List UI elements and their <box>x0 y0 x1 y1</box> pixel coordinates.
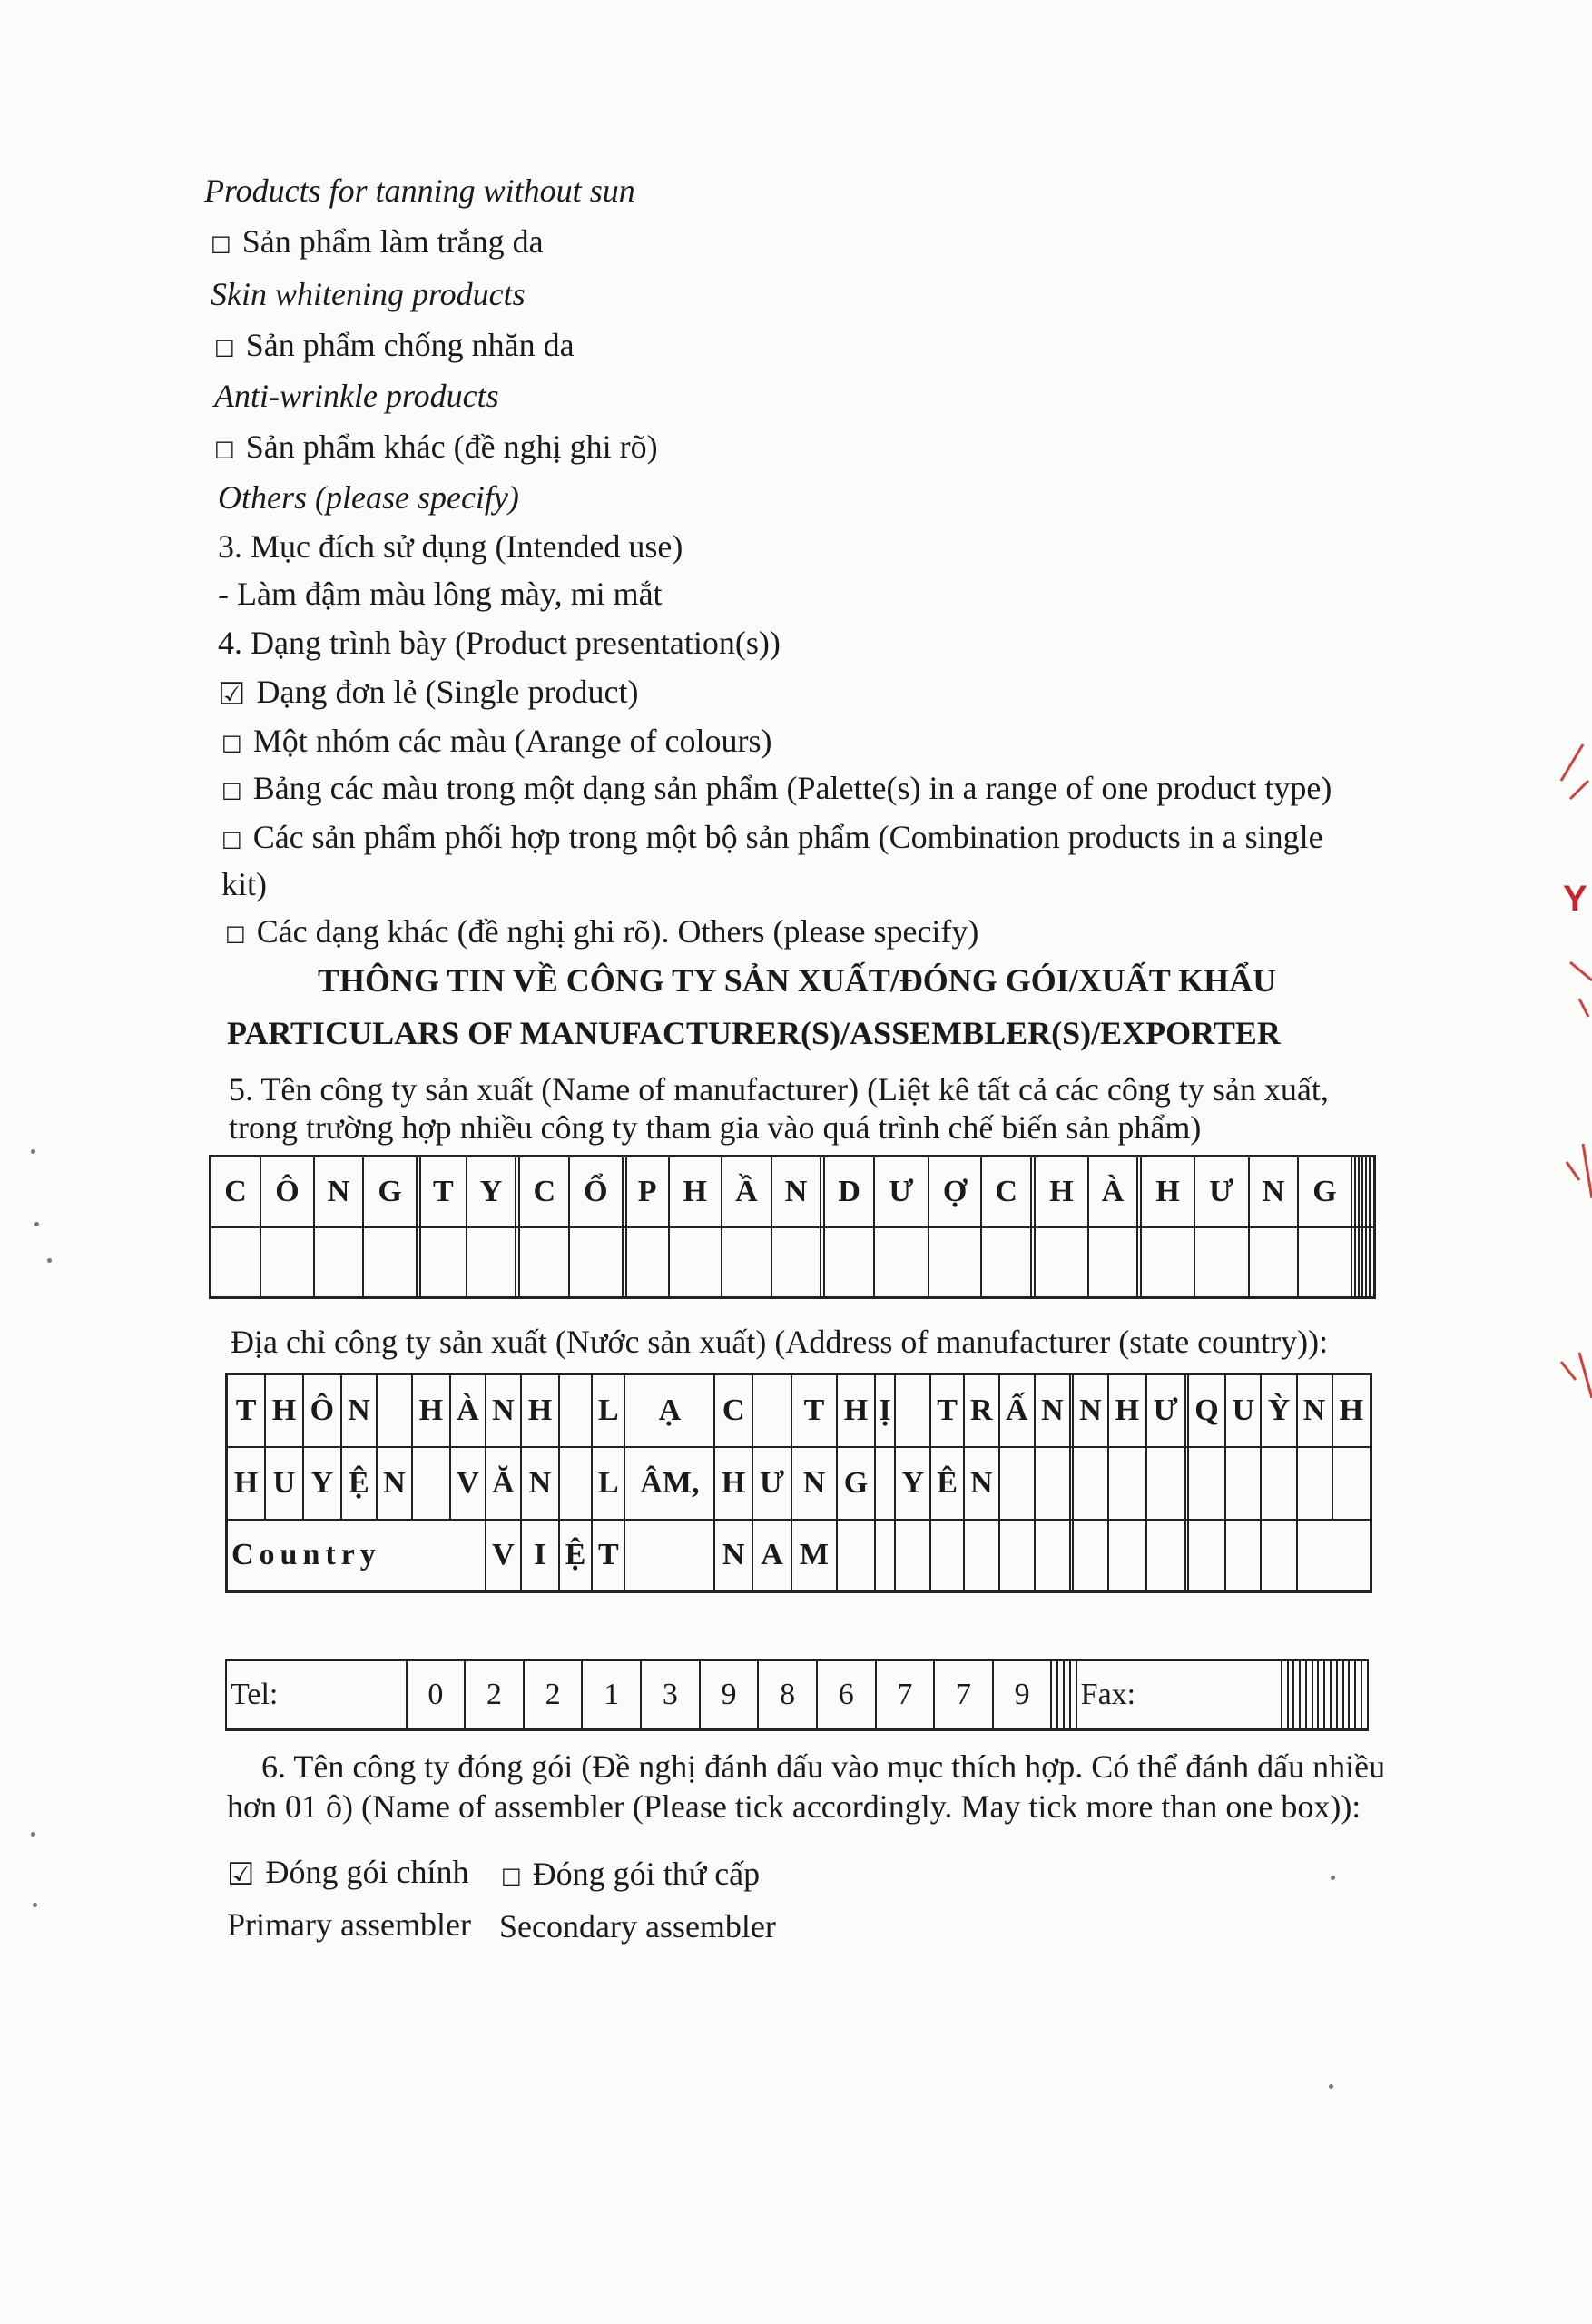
manufacturer-name-cell[interactable]: H <box>1141 1157 1194 1227</box>
scan-speck <box>34 1222 39 1226</box>
address-cell[interactable]: Ô <box>303 1374 341 1447</box>
manufacturer-name-cell[interactable] <box>1249 1227 1299 1298</box>
manufacturer-name-cell[interactable]: Ư <box>1194 1157 1249 1227</box>
heading-manufacturer-vi: THÔNG TIN VỀ CÔNG TY SẢN XUẤT/ĐÓNG GÓI/XUẤT KHẨU <box>318 962 1277 999</box>
manufacturer-name-cell[interactable] <box>519 1227 569 1298</box>
address-cell[interactable] <box>999 1447 1035 1520</box>
checkbox-empty-icon[interactable]: □ <box>214 334 235 359</box>
manufacturer-name-cell[interactable] <box>626 1227 669 1298</box>
country-cell[interactable]: A <box>752 1520 791 1592</box>
checkbox-empty-icon[interactable]: □ <box>214 436 235 461</box>
address-cell[interactable]: N <box>1297 1374 1332 1447</box>
address-cell[interactable]: Ấ <box>999 1374 1035 1447</box>
address-row-2 <box>227 1447 1371 1520</box>
country-cell[interactable] <box>624 1520 714 1592</box>
address-cell[interactable] <box>559 1447 592 1520</box>
checkbox-empty-icon[interactable]: □ <box>501 1863 522 1888</box>
manufacturer-name-cell[interactable]: H <box>669 1157 722 1227</box>
checkbox-empty-icon[interactable]: □ <box>225 921 246 946</box>
address-cell[interactable]: N <box>1035 1374 1070 1447</box>
manufacturer-name-cell[interactable]: N <box>1249 1157 1299 1227</box>
address-cell[interactable] <box>412 1447 450 1520</box>
address-cell[interactable]: H <box>1332 1374 1371 1447</box>
country-cell[interactable] <box>1108 1520 1146 1592</box>
option-combination-products[interactable]: □ Các sản phẩm phối hợp trong một bộ sản phẩm (Combination products in a single <box>221 817 1323 859</box>
address-cell[interactable] <box>377 1374 412 1447</box>
scan-speck <box>33 1903 37 1907</box>
country-cell[interactable] <box>1261 1520 1296 1592</box>
label-secondary-assembler-en: Secondary assembler <box>499 1908 776 1945</box>
address-cell[interactable]: U <box>1225 1374 1261 1447</box>
section-manufacturer-name: 5. Tên công ty sản xuất (Name of manufacturer) (Liệt kê tất cả các công ty sản xuất, <box>229 1071 1329 1108</box>
line-skin-whitening-en: Skin whitening products <box>211 276 526 312</box>
manufacturer-name-cell[interactable]: C <box>211 1157 261 1227</box>
address-cell[interactable] <box>1225 1447 1261 1520</box>
intended-use-value: - Làm đậm màu lông mày, mi mắt <box>218 576 663 612</box>
option-primary-assembler[interactable]: ☑ Đóng gói chính <box>227 1854 469 1893</box>
manufacturer-name-cell[interactable] <box>211 1227 261 1298</box>
option-palettes[interactable]: □ Bảng các màu trong một dạng sản phẩm (Palette(s) in a range of one product type) <box>221 768 1332 810</box>
fax-digit-cell[interactable] <box>1349 1660 1355 1729</box>
option-range-of-colours[interactable]: □ Một nhóm các màu (Arange of colours) <box>221 721 772 763</box>
country-cell[interactable] <box>1073 1520 1108 1592</box>
tel-digit-cell[interactable]: 0 <box>407 1660 466 1729</box>
manufacturer-name-cell[interactable]: D <box>824 1157 874 1227</box>
manufacturer-name-cell[interactable]: Ô <box>260 1157 314 1227</box>
option-skin-whitening[interactable]: □ Sản phẩm làm trắng da <box>211 222 544 263</box>
tel-digit-cell[interactable]: 2 <box>524 1660 583 1729</box>
manufacturer-name-cell[interactable]: G <box>363 1157 417 1227</box>
scan-speck <box>1329 2084 1333 2089</box>
heading-manufacturer-en: PARTICULARS OF MANUFACTURER(S)/ASSEMBLER(S)/EXPORTER <box>227 1015 1281 1051</box>
address-cell[interactable]: C <box>714 1374 752 1447</box>
manufacturer-name-cell[interactable]: C <box>519 1157 569 1227</box>
manufacturer-name-cell[interactable]: P <box>626 1157 669 1227</box>
address-cell[interactable]: À <box>450 1374 486 1447</box>
country-cell[interactable] <box>1035 1520 1070 1592</box>
address-cell[interactable]: H <box>412 1374 450 1447</box>
checkbox-empty-icon[interactable]: □ <box>211 231 231 256</box>
manufacturer-name-cell[interactable] <box>771 1227 821 1298</box>
manufacturer-address-grid[interactable] <box>225 1373 1372 1593</box>
address-cell[interactable] <box>895 1374 930 1447</box>
option-other-products[interactable]: □ Sản phẩm khác (đề nghị ghi rõ) <box>214 427 658 468</box>
country-cell[interactable] <box>895 1520 930 1592</box>
manufacturer-name-cell[interactable] <box>467 1227 516 1298</box>
tel-digit-cell[interactable]: 9 <box>700 1660 759 1729</box>
checkbox-checked-icon[interactable]: ☑ <box>218 676 246 713</box>
manufacturer-name-cell[interactable]: Ầ <box>722 1157 771 1227</box>
address-cell[interactable] <box>1073 1447 1108 1520</box>
tel-digit-cell[interactable]: 9 <box>993 1660 1052 1729</box>
fax-digit-cell[interactable] <box>1282 1660 1288 1729</box>
fax-digit-cell[interactable] <box>1306 1660 1312 1729</box>
address-row-3 <box>227 1520 1371 1592</box>
address-cell[interactable] <box>1146 1447 1185 1520</box>
address-cell[interactable]: N <box>1073 1374 1108 1447</box>
section-intended-use: 3. Mục đích sử dụng (Intended use) <box>218 528 683 565</box>
country-cell[interactable]: Ệ <box>559 1520 592 1592</box>
country-cell[interactable] <box>837 1520 875 1592</box>
manufacturer-name-cell[interactable]: T <box>420 1157 467 1227</box>
fax-digit-cell[interactable] <box>1318 1660 1324 1729</box>
country-cell[interactable]: I <box>521 1520 559 1592</box>
address-cell[interactable] <box>1261 1447 1296 1520</box>
country-label: Country <box>227 1520 486 1592</box>
manufacturer-name-cell[interactable] <box>569 1227 623 1298</box>
address-cell[interactable] <box>875 1447 895 1520</box>
tel-digit-cell[interactable]: 8 <box>758 1660 817 1729</box>
country-cell[interactable] <box>1188 1520 1226 1592</box>
manufacturer-name-cell[interactable] <box>981 1227 1031 1298</box>
fax-digit-cell[interactable] <box>1288 1660 1294 1729</box>
manufacturer-name-cell[interactable] <box>1370 1157 1374 1227</box>
manufacturer-name-cell[interactable] <box>669 1227 722 1298</box>
fax-label: Fax: <box>1076 1660 1282 1729</box>
country-cell[interactable]: N <box>714 1520 752 1592</box>
fax-digit-cell[interactable] <box>1355 1660 1361 1729</box>
tel-fax-grid[interactable] <box>225 1659 1369 1731</box>
address-cell[interactable]: L <box>592 1447 624 1520</box>
address-cell[interactable]: Ị <box>875 1374 895 1447</box>
manufacturer-name-cell[interactable] <box>363 1227 417 1298</box>
address-cell[interactable] <box>559 1374 592 1447</box>
manufacturer-name-row-2 <box>211 1227 1375 1298</box>
checkbox-empty-icon[interactable]: □ <box>221 777 242 803</box>
manufacturer-name-cell[interactable] <box>1370 1227 1374 1298</box>
stamp-fragment: Y <box>1563 879 1587 919</box>
option-other-presentations[interactable]: □ Các dạng khác (đề nghị ghi rõ). Others (please specify) <box>225 911 978 953</box>
manufacturer-name-cell[interactable]: G <box>1298 1157 1351 1227</box>
address-cell[interactable] <box>1188 1447 1226 1520</box>
address-cell[interactable] <box>1332 1447 1371 1520</box>
tel-digit-cell[interactable]: 1 <box>582 1660 641 1729</box>
manufacturer-name-cell[interactable]: À <box>1088 1157 1138 1227</box>
manufacturer-name-cell[interactable] <box>420 1227 467 1298</box>
country-cell[interactable] <box>875 1520 895 1592</box>
option-single-product[interactable]: ☑ Dạng đơn lẻ (Single product) <box>218 674 639 713</box>
scan-speck <box>47 1258 52 1263</box>
manufacturer-name-cell[interactable]: C <box>981 1157 1031 1227</box>
address-cell[interactable]: ÂM, <box>624 1447 714 1520</box>
tel-fax-row <box>226 1660 1368 1729</box>
address-cell[interactable]: N <box>377 1447 412 1520</box>
section-manufacturer-address: Địa chỉ công ty sản xuất (Nước sản xuất) (Address of manufacturer (state country)): <box>231 1324 1329 1360</box>
address-cell[interactable]: Q <box>1188 1374 1226 1447</box>
address-cell[interactable]: N <box>521 1447 559 1520</box>
tel-digit-cell[interactable] <box>1070 1660 1076 1729</box>
manufacturer-name-row-1 <box>211 1157 1375 1227</box>
tel-digit-cell[interactable]: 7 <box>876 1660 935 1729</box>
manufacturer-name-cell[interactable] <box>260 1227 314 1298</box>
tel-digit-cell[interactable]: 6 <box>817 1660 876 1729</box>
section-manufacturer-name-cont: trong trường hợp nhiều công ty tham gia vào quá trình chế biến sản phẩm) <box>229 1109 1202 1146</box>
scan-speck <box>31 1149 35 1154</box>
manufacturer-name-cell[interactable] <box>874 1227 929 1298</box>
option-secondary-assembler[interactable]: □ Đóng gói thứ cấp <box>501 1854 760 1896</box>
manufacturer-name-cell[interactable] <box>1088 1227 1138 1298</box>
fax-digit-cell[interactable] <box>1331 1660 1337 1729</box>
manufacturer-name-cell[interactable]: Y <box>467 1157 516 1227</box>
manufacturer-name-cell[interactable]: Ổ <box>569 1157 623 1227</box>
fax-digit-cell[interactable] <box>1337 1660 1343 1729</box>
address-cell[interactable] <box>1297 1447 1332 1520</box>
label-primary-assembler-en: Primary assembler <box>227 1906 471 1943</box>
address-cell[interactable]: R <box>964 1374 999 1447</box>
fax-digit-cell[interactable] <box>1361 1660 1368 1729</box>
country-cell[interactable]: M <box>791 1520 837 1592</box>
scan-speck <box>1331 1876 1335 1880</box>
country-cell[interactable] <box>930 1520 963 1592</box>
address-cell[interactable]: H <box>227 1447 266 1520</box>
address-cell[interactable]: H <box>265 1374 303 1447</box>
address-cell[interactable]: Ệ <box>341 1447 377 1520</box>
tel-digit-cell[interactable] <box>1064 1660 1070 1729</box>
line-kit: kit) <box>221 866 267 902</box>
address-cell[interactable] <box>1035 1447 1070 1520</box>
manufacturer-name-grid[interactable] <box>209 1155 1376 1299</box>
tel-label: Tel: <box>226 1660 407 1729</box>
address-cell[interactable]: H <box>837 1374 875 1447</box>
address-cell[interactable]: Ạ <box>624 1374 714 1447</box>
address-cell[interactable] <box>1108 1447 1146 1520</box>
manufacturer-name-cell[interactable]: Ợ <box>929 1157 982 1227</box>
address-cell[interactable]: H <box>1108 1374 1146 1447</box>
country-cell[interactable] <box>999 1520 1035 1592</box>
section-assembler-cont: hơn 01 ô) (Name of assembler (Please tick accordingly. May tick more than one box)): <box>227 1788 1361 1825</box>
line-anti-wrinkle-en: Anti-wrinkle products <box>214 378 499 414</box>
address-cell[interactable]: N <box>341 1374 377 1447</box>
fax-digit-cell[interactable] <box>1312 1660 1319 1729</box>
address-cell[interactable]: U <box>265 1447 303 1520</box>
option-anti-wrinkle[interactable]: □ Sản phẩm chống nhăn da <box>214 325 575 367</box>
red-stamp-edge-icon <box>1543 726 1592 1416</box>
address-cell[interactable]: Y <box>303 1447 341 1520</box>
address-cell[interactable]: N <box>791 1447 837 1520</box>
address-cell[interactable]: V <box>450 1447 486 1520</box>
tel-digit-cell[interactable]: 3 <box>641 1660 700 1729</box>
manufacturer-name-cell[interactable] <box>722 1227 771 1298</box>
address-row-1 <box>227 1374 1371 1447</box>
tel-digit-cell[interactable]: 7 <box>934 1660 993 1729</box>
manufacturer-name-cell[interactable]: Ư <box>874 1157 929 1227</box>
address-cell[interactable]: G <box>837 1447 875 1520</box>
address-cell[interactable] <box>752 1374 791 1447</box>
address-cell[interactable]: Ư <box>1146 1374 1185 1447</box>
country-cell[interactable]: T <box>592 1520 624 1592</box>
tel-digit-cell[interactable] <box>1051 1660 1057 1729</box>
fax-digit-cell[interactable] <box>1300 1660 1306 1729</box>
manufacturer-name-cell[interactable] <box>1298 1227 1351 1298</box>
country-cell[interactable] <box>1146 1520 1185 1592</box>
address-cell[interactable]: T <box>791 1374 837 1447</box>
scan-speck <box>31 1832 35 1837</box>
address-cell[interactable]: Ă <box>486 1447 521 1520</box>
address-cell[interactable]: N <box>486 1374 521 1447</box>
country-cell[interactable]: V <box>486 1520 521 1592</box>
checkbox-checked-icon[interactable]: ☑ <box>227 1856 255 1893</box>
manufacturer-name-cell[interactable]: N <box>771 1157 821 1227</box>
section-assembler: 6. Tên công ty đóng gói (Đề nghị đánh dấu vào mục thích hợp. Có thể đánh dấu nhiều <box>261 1748 1386 1785</box>
country-cell[interactable] <box>964 1520 999 1592</box>
manufacturer-name-cell[interactable] <box>929 1227 982 1298</box>
tel-digit-cell[interactable] <box>1057 1660 1064 1729</box>
address-cell[interactable]: T <box>930 1374 963 1447</box>
address-cell[interactable]: Y <box>895 1447 930 1520</box>
checkbox-empty-icon[interactable]: □ <box>221 826 242 852</box>
line-others-en: Others (please specify) <box>218 479 519 516</box>
line-tanning-products: Products for tanning without sun <box>204 172 635 209</box>
address-cell[interactable]: L <box>592 1374 624 1447</box>
country-cell[interactable] <box>1225 1520 1261 1592</box>
section-product-presentation: 4. Dạng trình bày (Product presentation(s)) <box>218 625 781 661</box>
address-cell[interactable]: N <box>964 1447 999 1520</box>
address-cell[interactable]: H <box>714 1447 752 1520</box>
manufacturer-name-cell[interactable]: N <box>314 1157 364 1227</box>
manufacturer-name-cell[interactable] <box>314 1227 364 1298</box>
manufacturer-name-cell[interactable] <box>1194 1227 1249 1298</box>
fax-digit-cell[interactable] <box>1293 1660 1300 1729</box>
address-cell[interactable]: Ư <box>752 1447 791 1520</box>
fax-digit-cell[interactable] <box>1324 1660 1331 1729</box>
manufacturer-name-cell[interactable] <box>1035 1227 1088 1298</box>
manufacturer-name-cell[interactable] <box>824 1227 874 1298</box>
address-cell[interactable]: H <box>521 1374 559 1447</box>
address-cell[interactable]: T <box>227 1374 266 1447</box>
checkbox-empty-icon[interactable]: □ <box>221 730 242 755</box>
tel-digit-cell[interactable]: 2 <box>465 1660 524 1729</box>
manufacturer-name-cell[interactable]: H <box>1035 1157 1088 1227</box>
fax-digit-cell[interactable] <box>1343 1660 1350 1729</box>
address-cell[interactable]: Ỳ <box>1261 1374 1296 1447</box>
address-cell[interactable]: Ê <box>930 1447 963 1520</box>
manufacturer-name-cell[interactable] <box>1141 1227 1194 1298</box>
